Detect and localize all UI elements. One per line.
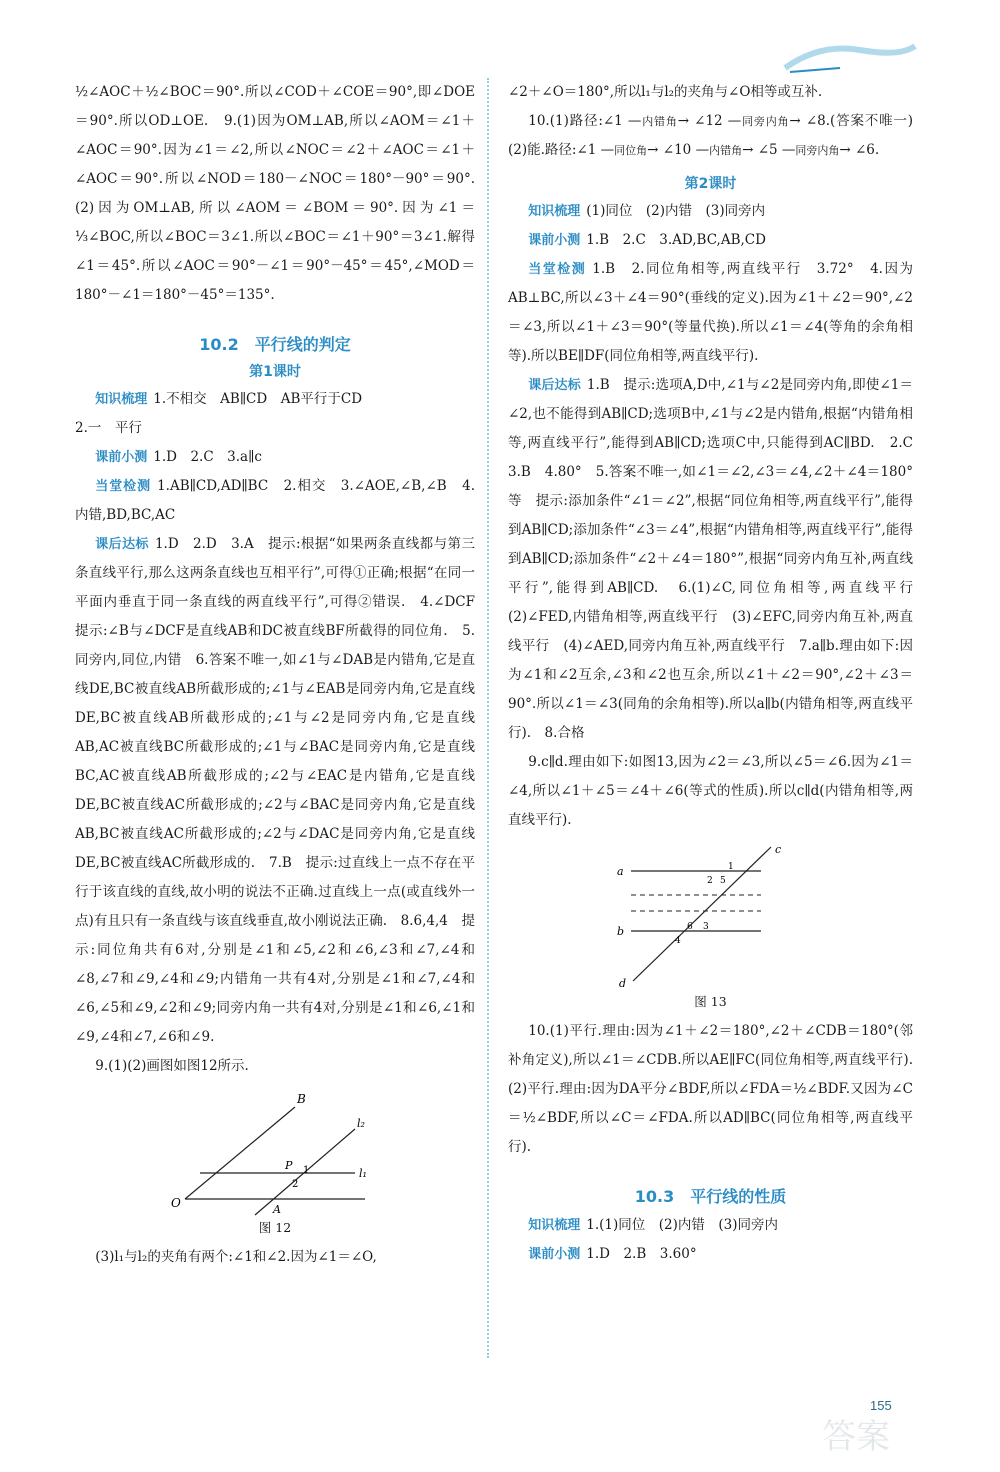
knowledge-review-cont: 2.一 平行 — [75, 420, 142, 436]
fig13-label-a: a — [616, 865, 624, 878]
right-continuation: ∠2＋∠O＝180°,所以l₁与l₂的夹角与∠O相等或互补. — [508, 84, 823, 100]
arrow-1: —内错角→ — [622, 113, 695, 129]
fig13-label-2: 2 — [706, 876, 713, 886]
column-divider — [487, 78, 489, 1358]
in-class-check-2-label: 当堂检测 — [528, 262, 587, 277]
fig12-label-l1: l₁ — [359, 1167, 367, 1180]
fig12-label-A: A — [273, 1203, 281, 1216]
paragraph-q8-q9: ½∠AOC＋½∠BOC＝90°.所以∠COD＋∠COE＝90°,即∠DOE＝90°.所以OD⊥OE. 9.(1)因为OM⊥AB,所以∠AOM＝∠1＋∠AOC＝90°.因为∠1＝∠2,所以∠NOC＝∠2＋∠AOC＝∠1＋∠AOC＝90°.所以∠NOD＝180－∠NOC＝180°－90°＝90°. (2)因为OM⊥AB,所以∠AOM＝∠BOM＝90°.因为∠1＝⅓∠BOC,所以∠BOC＝3∠1.所以∠BOC＝∠1＋90°＝3∠1.解得∠1＝45°.所以∠AOC＝90°－∠1＝90°－45°＝45°,∠MOD＝180°－∠1＝180°－45°＝135°. — [75, 84, 489, 303]
watermark-logo — [812, 1408, 992, 1468]
knowledge-review-2 — [508, 197, 913, 226]
pre-class-quiz-text: 1.D 2.C 3.a∥c — [153, 449, 262, 465]
figure-12-caption: 图 12 — [258, 1220, 292, 1235]
q10-text-e: ∠5 — [757, 142, 778, 158]
lesson-title-1: 第1课时 — [249, 364, 301, 380]
q9-part3: (3)l₁与l₂的夹角有两个:∠1和∠2.因为∠1＝∠O, — [95, 1249, 377, 1265]
arrow-3: —同位角→ — [596, 142, 663, 158]
knowledge-review-label: 知识梳理 — [95, 392, 148, 407]
knowledge-review-3 — [508, 1211, 913, 1240]
fig13-label-6: 6 — [686, 922, 693, 932]
arrow-5-label: 同旁内角 — [795, 144, 840, 157]
knowledge-review-3-label: 知识梳理 — [528, 1218, 581, 1233]
figure-12-diagram — [165, 1087, 385, 1217]
fig12-label-B: B — [297, 1092, 306, 1106]
fig12-label-l2: l₂ — [357, 1117, 365, 1130]
figure-13 — [508, 841, 913, 1013]
fig12-label-1: 1 — [303, 1165, 310, 1176]
arrow-4-label: 内错角 — [709, 144, 743, 157]
after-class-2 — [508, 371, 927, 748]
arrow-3-label: 同位角 — [614, 144, 648, 157]
arrow-1-label: 内错角 — [641, 115, 678, 128]
header-decoration — [780, 38, 920, 78]
pre-class-quiz-2 — [508, 226, 913, 255]
q9-text: 9.(1)(2)画图如图12所示. — [95, 1058, 249, 1074]
q10-text-d: ∠10 — [662, 142, 692, 158]
knowledge-review-2-text: (1)同位 (2)内错 (3)同旁内 — [586, 203, 766, 219]
fig13-label-1: 1 — [727, 862, 734, 872]
lesson-title-2: 第2课时 — [684, 176, 737, 192]
fig13-label-c: c — [774, 843, 781, 856]
pre-class-quiz-label: 课前小测 — [95, 450, 148, 465]
after-class-label: 课后达标 — [95, 537, 149, 552]
knowledge-review-text: 1.不相交 AB∥CD AB平行于CD — [153, 391, 363, 407]
left-column — [75, 78, 489, 1272]
fig12-label-P: P — [285, 1159, 293, 1172]
pre-class-quiz-2-label: 课前小测 — [528, 233, 581, 248]
in-class-check-2 — [508, 255, 913, 371]
arrow-4: —内错角→ — [691, 142, 758, 158]
pre-class-quiz-3 — [508, 1240, 913, 1269]
section-title-10-2: 10.2 平行线的判定 — [199, 335, 351, 354]
knowledge-review-2-label: 知识梳理 — [528, 204, 581, 219]
in-class-check-2-text: 1.B 2.同位角相等,两直线平行 3.72° 4.因为AB⊥BC,所以∠3＋∠4＝90°(垂线的定义).因为∠1＋∠2＝90°,∠2＝∠3,所以∠1＋∠3＝90°(等量代换).所以∠1＝∠4(等角的余角相等).所以BE∥DF(同位角相等,两直线平行). — [508, 261, 913, 364]
arrow-2: —同旁内角→ — [722, 113, 806, 129]
after-class-2-text: 1.B 提示:选项A,D中,∠1与∠2是同旁内角,即使∠1＝∠2,也不能得到AB∥CD;选项B中,∠1与∠2是内错角,根据“内错角相等,两直线平行”,能得到AB∥CD;选项C中,只能得到AC∥BD. 2.C 3.B 4.80° 5.答案不唯一,如∠1＝∠2,∠3＝∠4,∠2＋∠4＝180°等 提示:添加条件“∠1＝∠2”,根据“同位角相等,两直线平行”,能得到AB∥CD;添加条件“∠3＝∠4”,根据“内错角相等,两直线平行”,能得到AB∥CD;添加条件“∠2＋∠4＝180°”,根据“同旁内角互补,两直线平行”,能得到AB∥CD. 6.(1)∠C,同位角相等,两直线平行 (2)∠FED,内错角相等,两直线平行 (3)∠EFC,同旁内角互补,两直线平行 (4)∠AED,同旁内角互补,两直线平行 7.a∥b.理由如下:因为∠1和∠2互余,∠3和∠2也互余,所以∠1＋∠2＝90°,∠2＋∠3＝90°.所以∠1＝∠3(同角的余角相等).所以a∥b(内错角相等,两直线平行). 8.合格 — [508, 377, 927, 741]
pre-class-quiz — [75, 443, 475, 472]
figure-12 — [75, 1087, 475, 1239]
pre-class-quiz-2-text: 1.B 2.C 3.AD,BC,AB,CD — [586, 232, 766, 248]
q10-right: 10.(1)平行.理由:因为∠1＋∠2＝180°,∠2＋∠CDB＝180°(邻补角定义),所以∠1＝∠CDB.所以AE∥FC(同位角相等,两直线平行). (2)平行.理由:因为DA平分∠BDF,所以∠FDA＝½∠BDF.又因为∠C＝½∠BDF,所以∠C＝∠FDA.所以AD∥BC(同位角相等,两直线平行). — [508, 1023, 927, 1155]
q10-text-b: ∠12 — [694, 113, 723, 129]
fig12-label-2: 2 — [292, 1179, 299, 1190]
q9-right: 9.c∥d.理由如下:如图13,因为∠2＝∠3,所以∠5＝∠6.因为∠1＝∠4,所以∠1＋∠5＝∠4＋∠6(等式的性质).所以c∥d(内错角相等,两直线平行). — [508, 754, 913, 828]
fig13-label-d: d — [618, 977, 626, 990]
q10-text-c: ∠8.(答案不唯一) (2)能.路径:∠1 — [508, 113, 927, 158]
q10-paths — [508, 107, 927, 165]
figure-13-caption: 图 13 — [694, 994, 727, 1009]
after-class-2-label: 课后达标 — [528, 378, 581, 393]
fig13-label-5: 5 — [719, 876, 726, 886]
fig12-label-O: O — [171, 1196, 181, 1210]
right-column — [508, 78, 927, 1269]
fig13-label-b: b — [616, 925, 624, 938]
figure-13-diagram — [611, 841, 811, 991]
page-number: 155 — [870, 1398, 892, 1413]
q10-text-a: 10.(1)路径:∠1 — [528, 113, 623, 129]
arrow-2-label: 同旁内角 — [741, 115, 790, 128]
after-class-text: 1.D 2.D 3.A 提示:根据“如果两条直线都与第三条直线平行,那么这两条直线也互相平行”,可得①正确;根据“在同一平面内垂直于同一条直线的两直线平行”,可得②错误. 4.∠DCF 提示:∠B与∠DCF是直线AB和DC被直线BF所截得的同位角. 5.同旁内,同位,内错 6.答案不唯一,如∠1与∠DAB是内错角,它是直线DE,BC被直线AB所截形成的;∠1与∠EAB是同旁内角,它是直线DE,BC被直线AB所截形成的;∠1与∠2是同旁内角,它是直线AB,AC被直线BC所截形成的;∠1与∠BAC是同旁内角,它是直线BC,AC被直线AB所截形成的;∠2与∠EAC是内错角,它是直线DE,BC被直线AC所截形成的;∠2与∠BAC是同旁内角,它是直线AB,BC被直线AC所截形成的;∠2与∠DAC是同旁内角,它是直线DE,BC被直线AC所截形成的. 7.B 提示:过直线上一点不存在平行于该直线的直线,故小明的说法不正确.过直线上一点(或直线外一点)有且只有一条直线与该直线垂直,故小刚说法正确. 8.6,4,4 提示:同位角共有6对,分别是∠1和∠5,∠2和∠6,∠3和∠7,∠4和∠8,∠7和∠9,∠4和∠9;内错角一共有4对,分别是∠1和∠7,∠4和∠6,∠5和∠9,∠2和∠9;同旁内角一共有4对,分别是∠1和∠6,∠1和∠9,∠4和∠7,∠6和∠9. — [75, 536, 489, 1045]
in-class-check-label: 当堂检测 — [95, 479, 152, 494]
pre-class-quiz-3-label: 课前小测 — [528, 1247, 581, 1262]
after-class — [75, 530, 489, 1052]
svg-text:答案: 答案 — [822, 1417, 890, 1457]
pre-class-quiz-3-text: 1.D 2.B 3.60° — [586, 1246, 697, 1262]
knowledge-review-3-text: 1.(1)同位 (2)内错 (3)同旁内 — [586, 1217, 779, 1233]
in-class-check — [75, 472, 475, 530]
in-class-check-text: 1.AB∥CD,AD∥BC 2.相交 3.∠AOE,∠B,∠B 4.内错,BD,BC,AC — [75, 478, 475, 523]
fig13-label-4: 4 — [674, 936, 681, 946]
knowledge-review — [75, 385, 475, 414]
section-title-10-3: 10.3 平行线的性质 — [634, 1187, 787, 1206]
arrow-5: —同旁内角→ — [777, 142, 855, 158]
q10-text-f: ∠6. — [855, 142, 880, 158]
fig13-label-3: 3 — [702, 922, 709, 932]
